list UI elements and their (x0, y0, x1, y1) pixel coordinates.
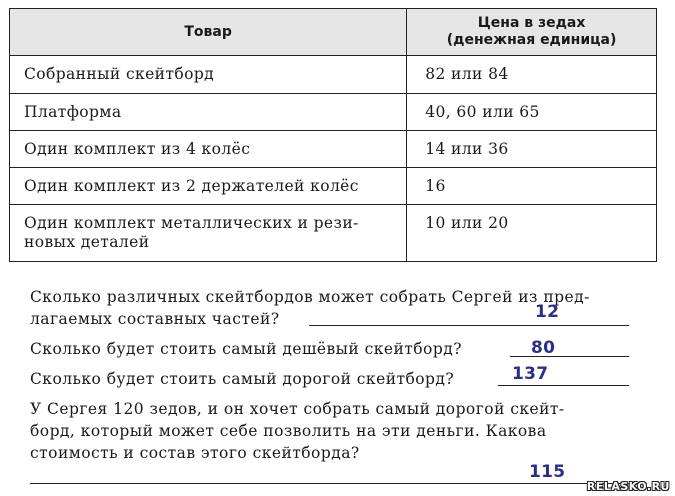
item-cell: Один комплект из 4 колёс (10, 131, 407, 168)
item-cell: Платформа (10, 94, 407, 131)
question-4-line-3: стоимость и состав этого скейтборда? (30, 444, 360, 462)
price-table (9, 8, 657, 262)
item-cell (10, 205, 407, 262)
answer-line-1[interactable] (309, 325, 629, 326)
price-cell: 16 (407, 168, 657, 205)
price-cell: 82 или 84 (407, 56, 657, 94)
header-item: Товар (10, 9, 407, 56)
item-cell-line: новых деталей (24, 233, 150, 251)
watermark: RELASKO.RU (586, 480, 670, 493)
answer-line-3[interactable] (498, 385, 629, 386)
item-cell: Один комплект из 2 держателей колёс (10, 168, 407, 205)
price-cell: 40, 60 или 65 (407, 94, 657, 131)
table-row (10, 56, 657, 94)
question-2: Сколько будет стоить самый дешёвый скейтборд? (30, 340, 462, 358)
table-row (10, 168, 657, 205)
price-cell: 14 или 36 (407, 131, 657, 168)
question-1-line-1: Сколько различных скейтбордов может собрать Сергей из пред- (30, 288, 590, 306)
table-row (10, 205, 657, 262)
price-cell: 10 или 20 (407, 205, 657, 262)
answer-1: 12 (535, 302, 560, 322)
item-cell: Собранный скейтборд (10, 56, 407, 94)
answer-line-2[interactable] (510, 356, 629, 357)
question-1-line-2: лагаемых составных частей? (30, 310, 280, 328)
table-header-row (10, 9, 657, 56)
answer-2: 80 (531, 338, 556, 358)
table-row (10, 94, 657, 131)
answer-4: 115 (529, 462, 566, 482)
question-4-line-1: У Сергея 120 зедов, и он хочет собрать самый дорогой скейт- (30, 400, 565, 418)
answer-line-4[interactable] (30, 483, 629, 484)
answer-3: 137 (512, 364, 549, 384)
header-price (407, 9, 657, 56)
question-4-line-2: борд, который может себе позволить на эти деньги. Какова (30, 422, 547, 440)
header-price-unit: (денежная единица) (446, 32, 617, 48)
item-cell-line: Один комплект металлических и рези- (24, 214, 359, 232)
header-price-title: Цена в зедах (477, 15, 586, 31)
table-row (10, 131, 657, 168)
question-3: Сколько будет стоить самый дорогой скейтборд? (30, 370, 455, 388)
